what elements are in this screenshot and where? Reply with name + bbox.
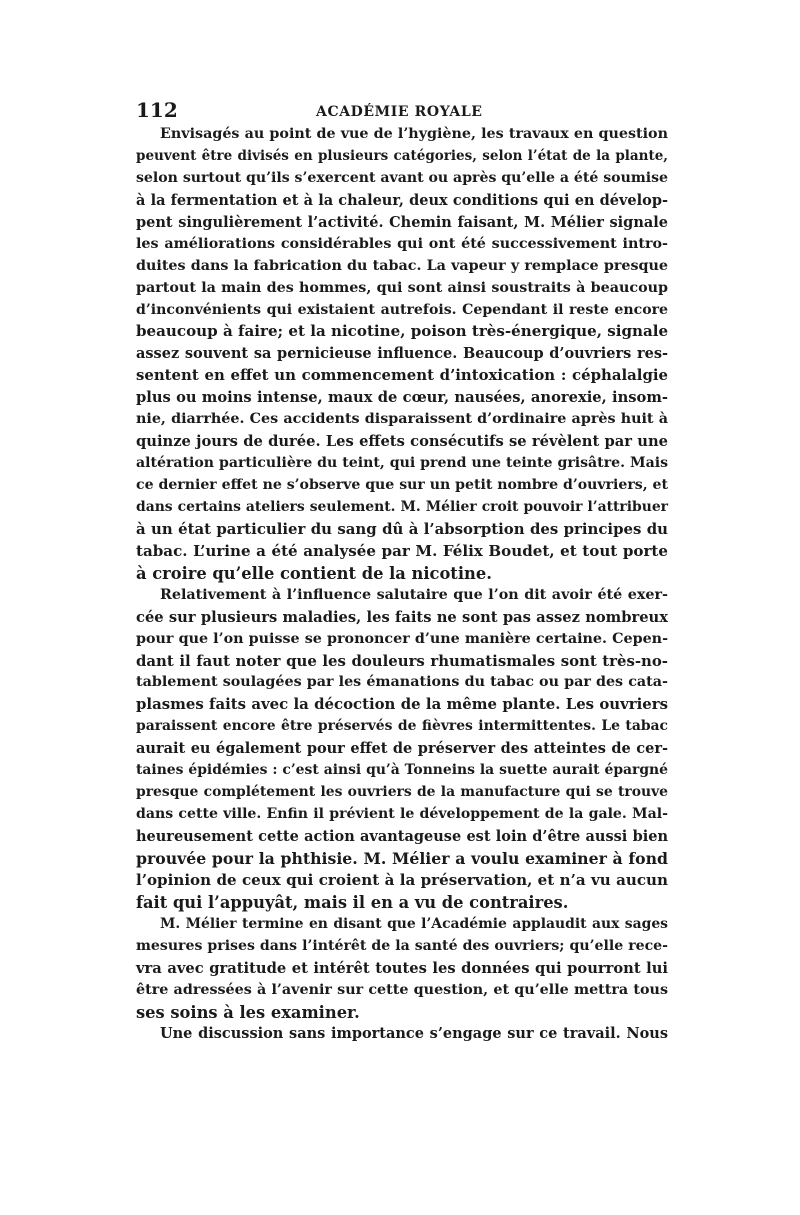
text-line: presque complétement les ouvriers de la manufacture qui se trouve — [136, 784, 668, 801]
text-line: à croire qu’elle contient de la nicotine. — [136, 563, 492, 583]
text-line: ce dernier effet ne s’observe que sur un petit nombre d’ouvriers, et — [136, 477, 668, 493]
text-line: plus ou moins intense, maux de cœur, nausées, anorexie, insom- — [136, 389, 668, 407]
text-line: selon surtout qu’ils s’exercent avant ou après qu’elle a été soumise — [136, 169, 668, 186]
text-line: à un état particulier du sang dû à l’absorption des principes du — [136, 519, 668, 538]
text-line: assez souvent sa pernicieuse influence. Beaucoup d’ouvriers res- — [136, 345, 668, 363]
text-line: heureusement cette action avantageuse est loin d’être aussi bien — [136, 828, 668, 845]
text-line: Envisagés au point de vue de l’hygiène, les travaux en question — [160, 126, 668, 142]
page-number: 112 — [136, 98, 178, 122]
text-line: prouvée pour la phthisie. M. Mélier a voulu examiner à fond — [136, 848, 668, 868]
text-line: dant il faut noter que les douleurs rhumatismales sont très-no- — [136, 651, 668, 670]
text-line: nie, diarrhée. Ces accidents disparaissent d’ordinaire après huit à — [136, 411, 668, 428]
text-line: à la fermentation et à la chaleur, deux conditions qui en dévelop- — [136, 191, 668, 209]
text-line: fait qui l’appuyât, mais il en a vu de contraires. — [136, 892, 569, 912]
text-line: peuvent être divisés en plusieurs catégories, selon l’état de la plante, — [136, 147, 668, 164]
text-line: aurait eu également pour effet de préserver des atteintes de cer- — [136, 740, 668, 758]
running-title: ACADÉMIE ROYALE — [316, 104, 483, 120]
text-line: pent singulièrement l’activité. Chemin faisant, M. Mélier signale — [136, 213, 668, 231]
text-line: être adressées à l’avenir sur cette question, et qu’elle mettra tous — [136, 981, 668, 998]
text-line: l’opinion de ceux qui croient à la préservation, et n’a vu aucun — [136, 870, 668, 889]
text-line: taines épidémies : c’est ainsi qu’à Tonneins la suette aurait épargné — [136, 762, 668, 779]
text-line: duites dans la fabrication du tabac. La vapeur y remplace presque — [136, 257, 668, 274]
text-line: mesures prises dans l’intérêt de la santé des ouvriers; qu’elle rece- — [136, 937, 668, 954]
text-line: partout la main des hommes, qui sont ainsi soustraits à beaucoup — [136, 279, 668, 296]
text-line: tablement soulagées par les émanations du tabac ou par des cata- — [136, 674, 668, 691]
paragraph-discussion — [136, 1023, 668, 1045]
text-line: M. Mélier termine en disant que l’Académie applaudit aux sages — [160, 915, 668, 932]
text-line: plasmes faits avec la décoction de la même plante. Les ouvriers — [136, 695, 668, 714]
paragraph-maladies — [136, 585, 668, 914]
text-line: dans cette ville. Enfin il prévient le développement de la gale. Mal- — [136, 806, 668, 823]
text-line: sentent en effet un commencement d’intoxication : céphalalgie — [136, 366, 668, 385]
text-line: ses soins à les examiner. — [136, 1002, 360, 1022]
book-page — [136, 96, 668, 1045]
text-line: beaucoup à faire; et la nicotine, poison très-énergique, signale — [136, 322, 669, 341]
paragraph-hygiene — [136, 124, 668, 585]
text-line: altération particulière du teint, qui prend une teinte grisâtre. Mais — [136, 455, 668, 472]
text-line: d’inconvénients qui existaient autrefois. Cependant il reste encore — [136, 301, 668, 318]
text-line: vra avec gratitude et intérêt toutes les données qui pourront lui — [136, 959, 668, 977]
text-line: cée sur plusieurs maladies, les faits ne sont pas assez nombreux — [136, 608, 668, 626]
text-line: Une discussion sans importance s’engage sur ce travail. Nous — [160, 1025, 668, 1043]
text-line: dans certains ateliers seulement. M. Mélier croit pouvoir l’attribuer — [136, 498, 668, 515]
paragraph-conclusion — [136, 914, 668, 1024]
running-head — [136, 96, 668, 124]
text-line: les améliorations considérables qui ont été successivement intro- — [136, 235, 668, 252]
text-line: Relativement à l’influence salutaire que l’on dit avoir été exer- — [160, 586, 668, 603]
text-line: pour que l’on puisse se prononcer d’une manière certaine. Cepen- — [136, 630, 668, 647]
text-line: quinze jours de durée. Les effets consécutifs se révèlent par une — [136, 433, 668, 451]
text-line: paraissent encore être préservés de fièvres intermittentes. Le tabac — [136, 718, 668, 735]
text-line: tabac. L’urine a été analysée par M. Félix Boudet, et tout porte — [136, 541, 668, 560]
